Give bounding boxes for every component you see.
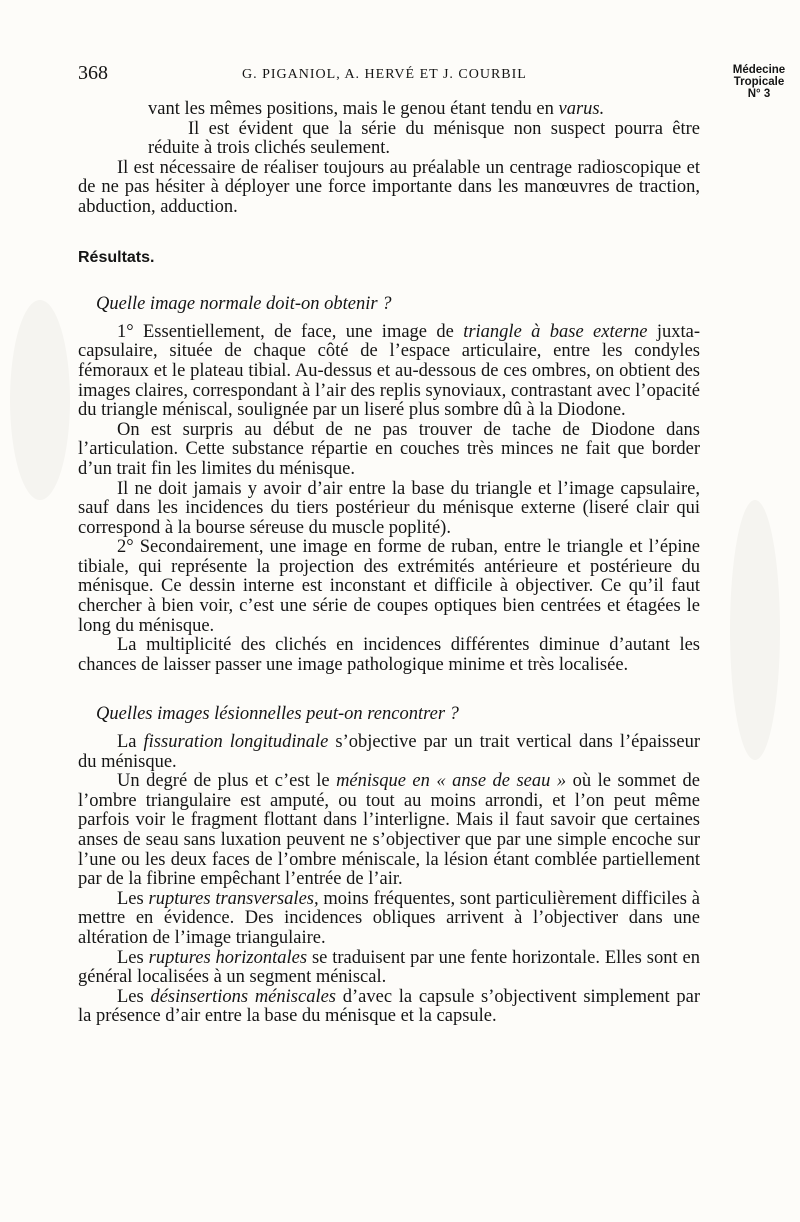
text: se traduisent par une fente horizontale. Elles sont en général localisées à un segment méniscal. xyxy=(78,947,700,988)
text: juxta-capsulaire, située de chaque côté de l’espace articulaire, entre les condyles fémoraux et le plateau tibial. Au-dessus et au-dessous de ces ombres, on obtient des images claires, correspondant à l’air des replis synoviaux, contrastant avec l’opacité du triangle méniscal, soulignée par un liseré plus sombre dû à la Diodone. xyxy=(78,321,700,421)
subheading: Quelle image normale doit-on obtenir ? xyxy=(96,294,392,315)
emphasis: ruptures transversales, xyxy=(148,888,319,909)
text: où le sommet de l’ombre triangulaire est amputé, ou tout au moins arrondi, et l’on peut même parfois voir le fragment flottant dans l’interligne. Mais il faut savoir que certaines anses de seau sans luxation peuvent ne s’objectiver que par une simple encoche sur l’une ou les deux faces de l’ombre méniscale, la lésion étant comblée partiellement par de la fibrine empêchant l’entrée de l’air. xyxy=(78,771,700,890)
journal-line-1: Médecine xyxy=(732,64,786,76)
text: vant les mêmes positions, mais le genou étant tendu en xyxy=(148,99,559,119)
emphasis: désinsertions méniscales xyxy=(150,986,336,1007)
emphasis: varus. xyxy=(558,99,605,119)
paragraph xyxy=(78,772,700,890)
paragraph: On est surpris au début de ne pas trouver de tache de Diodone dans l’articulation. Cette substance répartie en couches très minces ne fait que border d’un trait fin les limites du ménisque. xyxy=(78,419,700,479)
emphasis: ménisque en « anse de seau » xyxy=(336,771,567,792)
paragraph: La multiplicité des clichés en incidences différentes diminue d’autant les chances de laisser passer une image pathologique minime et très localisée. xyxy=(78,635,700,675)
article-body xyxy=(78,100,700,1027)
text: La xyxy=(117,732,144,753)
section-title: Résultats. xyxy=(78,248,155,266)
paragraph xyxy=(78,949,700,988)
emphasis: ruptures horizontales xyxy=(148,947,308,968)
running-head: G. PIGANIOL, A. HERVÉ ET J. COURBIL xyxy=(242,67,527,82)
text: s’objective par un trait vertical dans l’épaisseur du ménisque. xyxy=(78,732,700,772)
emphasis: triangle à base externe xyxy=(463,321,648,342)
paper-stain xyxy=(10,300,70,500)
text: Un degré de plus et c’est le xyxy=(117,771,337,792)
paragraph xyxy=(78,323,700,421)
journal-tag xyxy=(718,64,800,100)
subheading: Quelles images lésionnelles peut-on rencontrer ? xyxy=(96,704,459,725)
journal-line-3: N° 3 xyxy=(747,88,771,100)
paragraph: Il est nécessaire de réaliser toujours au préalable un centrage radioscopique et de ne pas hésiter à déployer une force importante dans les manœuvres de traction, abduction, adduction. xyxy=(78,157,700,217)
paragraph xyxy=(78,100,700,120)
emphasis: fissuration longitudinale xyxy=(143,732,329,753)
paragraph xyxy=(78,988,700,1027)
paragraph: Il est évident que la série du ménisque non suspect pourra être réduite à trois clichés seulement. xyxy=(148,118,700,159)
page-number: 368 xyxy=(78,62,108,84)
text: Les xyxy=(117,888,149,909)
paragraph xyxy=(78,733,700,772)
text: d’avec la capsule s’objectivent simplement par la présence d’air entre la base du ménisque et la capsule. xyxy=(78,986,700,1027)
text: Les xyxy=(117,986,151,1007)
page-header xyxy=(78,62,638,92)
text: Les xyxy=(117,947,149,968)
text: moins fréquentes, sont particulièrement difficiles à mettre en évidence. Des incidences obliques arrivent à l’objectiver dans une altération de l’image triangulaire. xyxy=(78,888,700,948)
text: 1° Essentiellement, de face, une image de xyxy=(117,321,464,342)
paper-stain xyxy=(730,500,780,760)
journal-line-2: Tropicale xyxy=(733,76,785,88)
paragraph: 2° Secondairement, une image en forme de ruban, entre le triangle et l’épine tibiale, qui représente la projection des extrémités antérieure et postérieure du ménisque. Ce dessin interne est inconstant et difficile à objectiver. Ce qu’il faut chercher à bien voir, c’est une série de coupes optiques bien centrées et étagées le long du ménisque. xyxy=(78,537,700,636)
paragraph: Il ne doit jamais y avoir d’air entre la base du triangle et l’image capsulaire, sauf dans les incidences du tiers postérieur du ménisque externe (liseré clair qui correspond à la bourse séreuse du muscle poplité). xyxy=(78,478,700,538)
paragraph xyxy=(78,890,700,949)
